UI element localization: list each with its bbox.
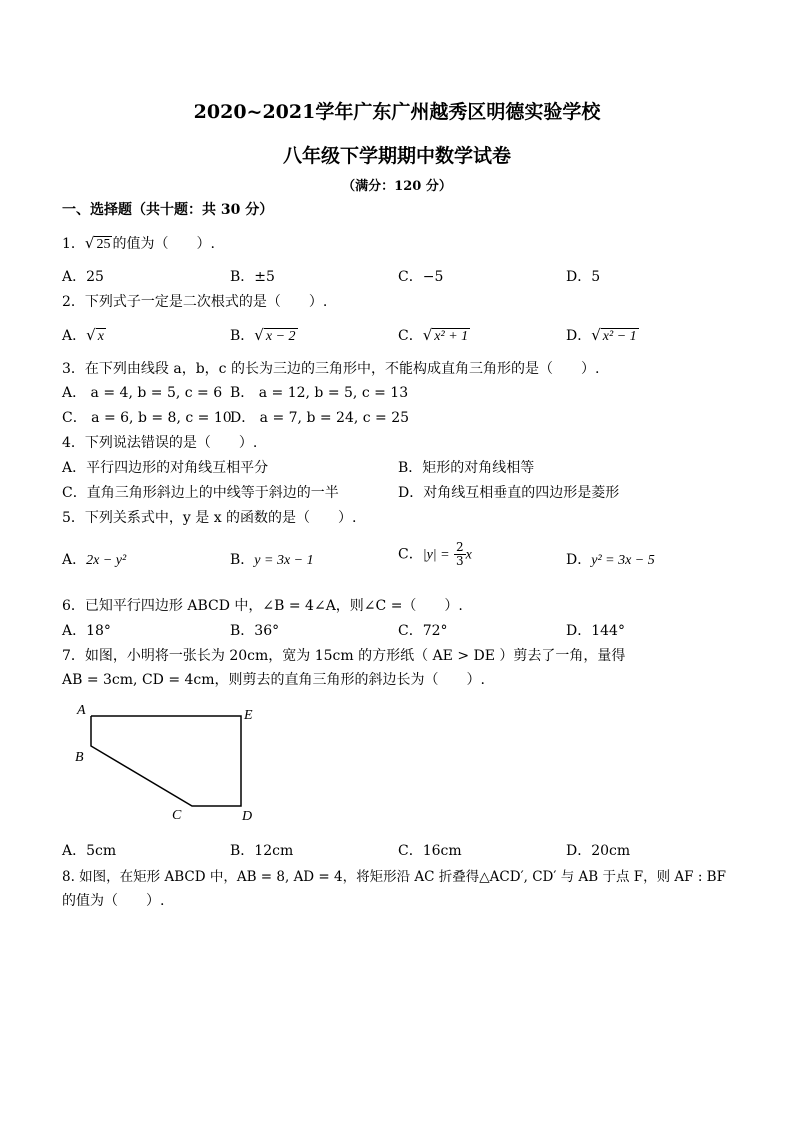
q6-option-d: D．144° <box>566 623 625 639</box>
q5-option-b <box>230 549 314 569</box>
q5-fraction <box>454 541 466 568</box>
q5-expr-a: 2x − y² <box>86 553 127 568</box>
q5-expr-b: y = 3x − 1 <box>254 553 314 568</box>
q2-label-d: D． <box>566 328 592 344</box>
q2-label-c: C． <box>398 328 423 344</box>
q2-radicand-d: x² − 1 <box>602 329 637 344</box>
q7-shape-outline <box>91 716 241 806</box>
exam-title-line1: 2020~2021学年广东广州越秀区明德实验学校 <box>193 101 601 123</box>
exam-score: （满分：120 分） <box>342 179 452 194</box>
q7-option-a: A．5cm <box>62 843 117 859</box>
q1-number: 1． <box>62 236 85 252</box>
q5-label-a: A． <box>62 552 87 568</box>
q5-label-b: B． <box>230 552 255 568</box>
q5-frac-den: 3 <box>456 554 464 568</box>
q2-option-a <box>62 325 106 345</box>
q2-radicand-c: x² + 1 <box>434 329 469 344</box>
q1-option-b: B．±5 <box>230 269 275 285</box>
figure-label-c: C <box>172 808 182 823</box>
question-8-line2: 的值为（ ）. <box>62 893 165 909</box>
question-5: 5．下列关系式中，y 是 x 的函数的是（ ）. <box>62 510 357 526</box>
q3-option-c: C． a = 6, b = 8, c = 10 <box>62 410 232 426</box>
q7-option-b: B．12cm <box>230 843 294 859</box>
q6-option-a: A．18° <box>62 623 111 639</box>
section-heading: 一、选择题（共十题：共 30 分） <box>62 202 274 218</box>
figure-label-e: E <box>244 708 253 723</box>
q4-option-c: C．直角三角形斜边上的中线等于斜边的一半 <box>62 485 339 501</box>
q5-label-c: C． <box>398 546 423 563</box>
q1-text: 的值为（ ）. <box>112 236 215 252</box>
q2-option-b <box>230 325 298 345</box>
figure-label-b: B <box>75 750 84 765</box>
q2-label-b: B． <box>230 328 255 344</box>
q3-option-d: D． a = 7, b = 24, c = 25 <box>230 410 410 426</box>
q5-label-d: D． <box>566 552 592 568</box>
q1-option-a: A．25 <box>62 269 104 285</box>
q2-option-c <box>398 325 470 345</box>
sqrt-symbol: √ <box>86 326 96 344</box>
q3-option-a: A． a = 4, b = 5, c = 6 <box>62 385 223 401</box>
q7-option-d: D．20cm <box>566 843 631 859</box>
q5-option-d <box>566 549 655 569</box>
q5-frac-num: 2 <box>456 540 464 554</box>
q2-radicand-b: x − 2 <box>265 329 296 344</box>
q6-option-b: B．36° <box>230 623 280 639</box>
sqrt-symbol: √ <box>422 326 433 344</box>
q5-expr-c-right: x <box>465 547 472 563</box>
q6-option-c: C．72° <box>398 623 448 639</box>
q5-expr-c-left: |y| = <box>422 547 450 563</box>
question-1 <box>62 233 215 253</box>
q4-option-d: D．对角线互相垂直的四边形是菱形 <box>398 485 620 501</box>
figure-label-a: A <box>77 703 86 718</box>
q5-option-c <box>398 541 472 568</box>
question-3: 3．在下列由线段 a，b，c 的长为三边的三角形中，不能构成直角三角形的是（ ）. <box>62 361 600 377</box>
sqrt-symbol: √ <box>254 326 264 344</box>
sqrt-symbol: √ <box>84 234 95 252</box>
question-6: 6．已知平行四边形 ABCD 中，∠B = 4∠A，则∠C =（ ）. <box>62 598 463 614</box>
exam-title-line2: 八年级下学期期中数学试卷 <box>282 145 511 167</box>
q4-option-a: A．平行四边形的对角线互相平分 <box>62 460 269 476</box>
figure-label-d: D <box>242 809 253 824</box>
q7-figure <box>70 698 270 826</box>
q5-expr-d: y² = 3x − 5 <box>591 553 655 568</box>
q2-radicand-a: x <box>97 329 104 344</box>
q5-option-a <box>62 549 126 569</box>
question-4: 4．下列说法错误的是（ ）. <box>62 435 258 451</box>
q2-option-d <box>566 325 639 345</box>
question-7-line2: AB = 3cm, CD = 4cm，则剪去的直角三角形的斜边长为（ ）. <box>62 672 485 688</box>
q2-label-a: A． <box>62 328 87 344</box>
q1-option-d: D．5 <box>566 269 601 285</box>
question-2: 2．下列式子一定是二次根式的是（ ）. <box>62 294 328 310</box>
q1-option-c: C．−5 <box>398 269 444 285</box>
q3-option-b: B． a = 12, b = 5, c = 13 <box>230 385 409 401</box>
q7-option-c: C．16cm <box>398 843 462 859</box>
question-7-line1: 7．如图，小明将一张长为 20cm，宽为 15cm 的方形纸（ AE > DE ）剪去了一角，量得 <box>62 648 626 664</box>
q1-radicand: 25 <box>96 237 111 252</box>
q4-option-b: B．矩形的对角线相等 <box>398 460 535 476</box>
sqrt-symbol: √ <box>591 326 601 344</box>
question-8-line1: 8. 如图，在矩形 ABCD 中，AB = 8, AD = 4，将矩形沿 AC 折叠得△ACD′, CD′ 与 AB 于点 F，则 AF : BF <box>62 869 726 885</box>
